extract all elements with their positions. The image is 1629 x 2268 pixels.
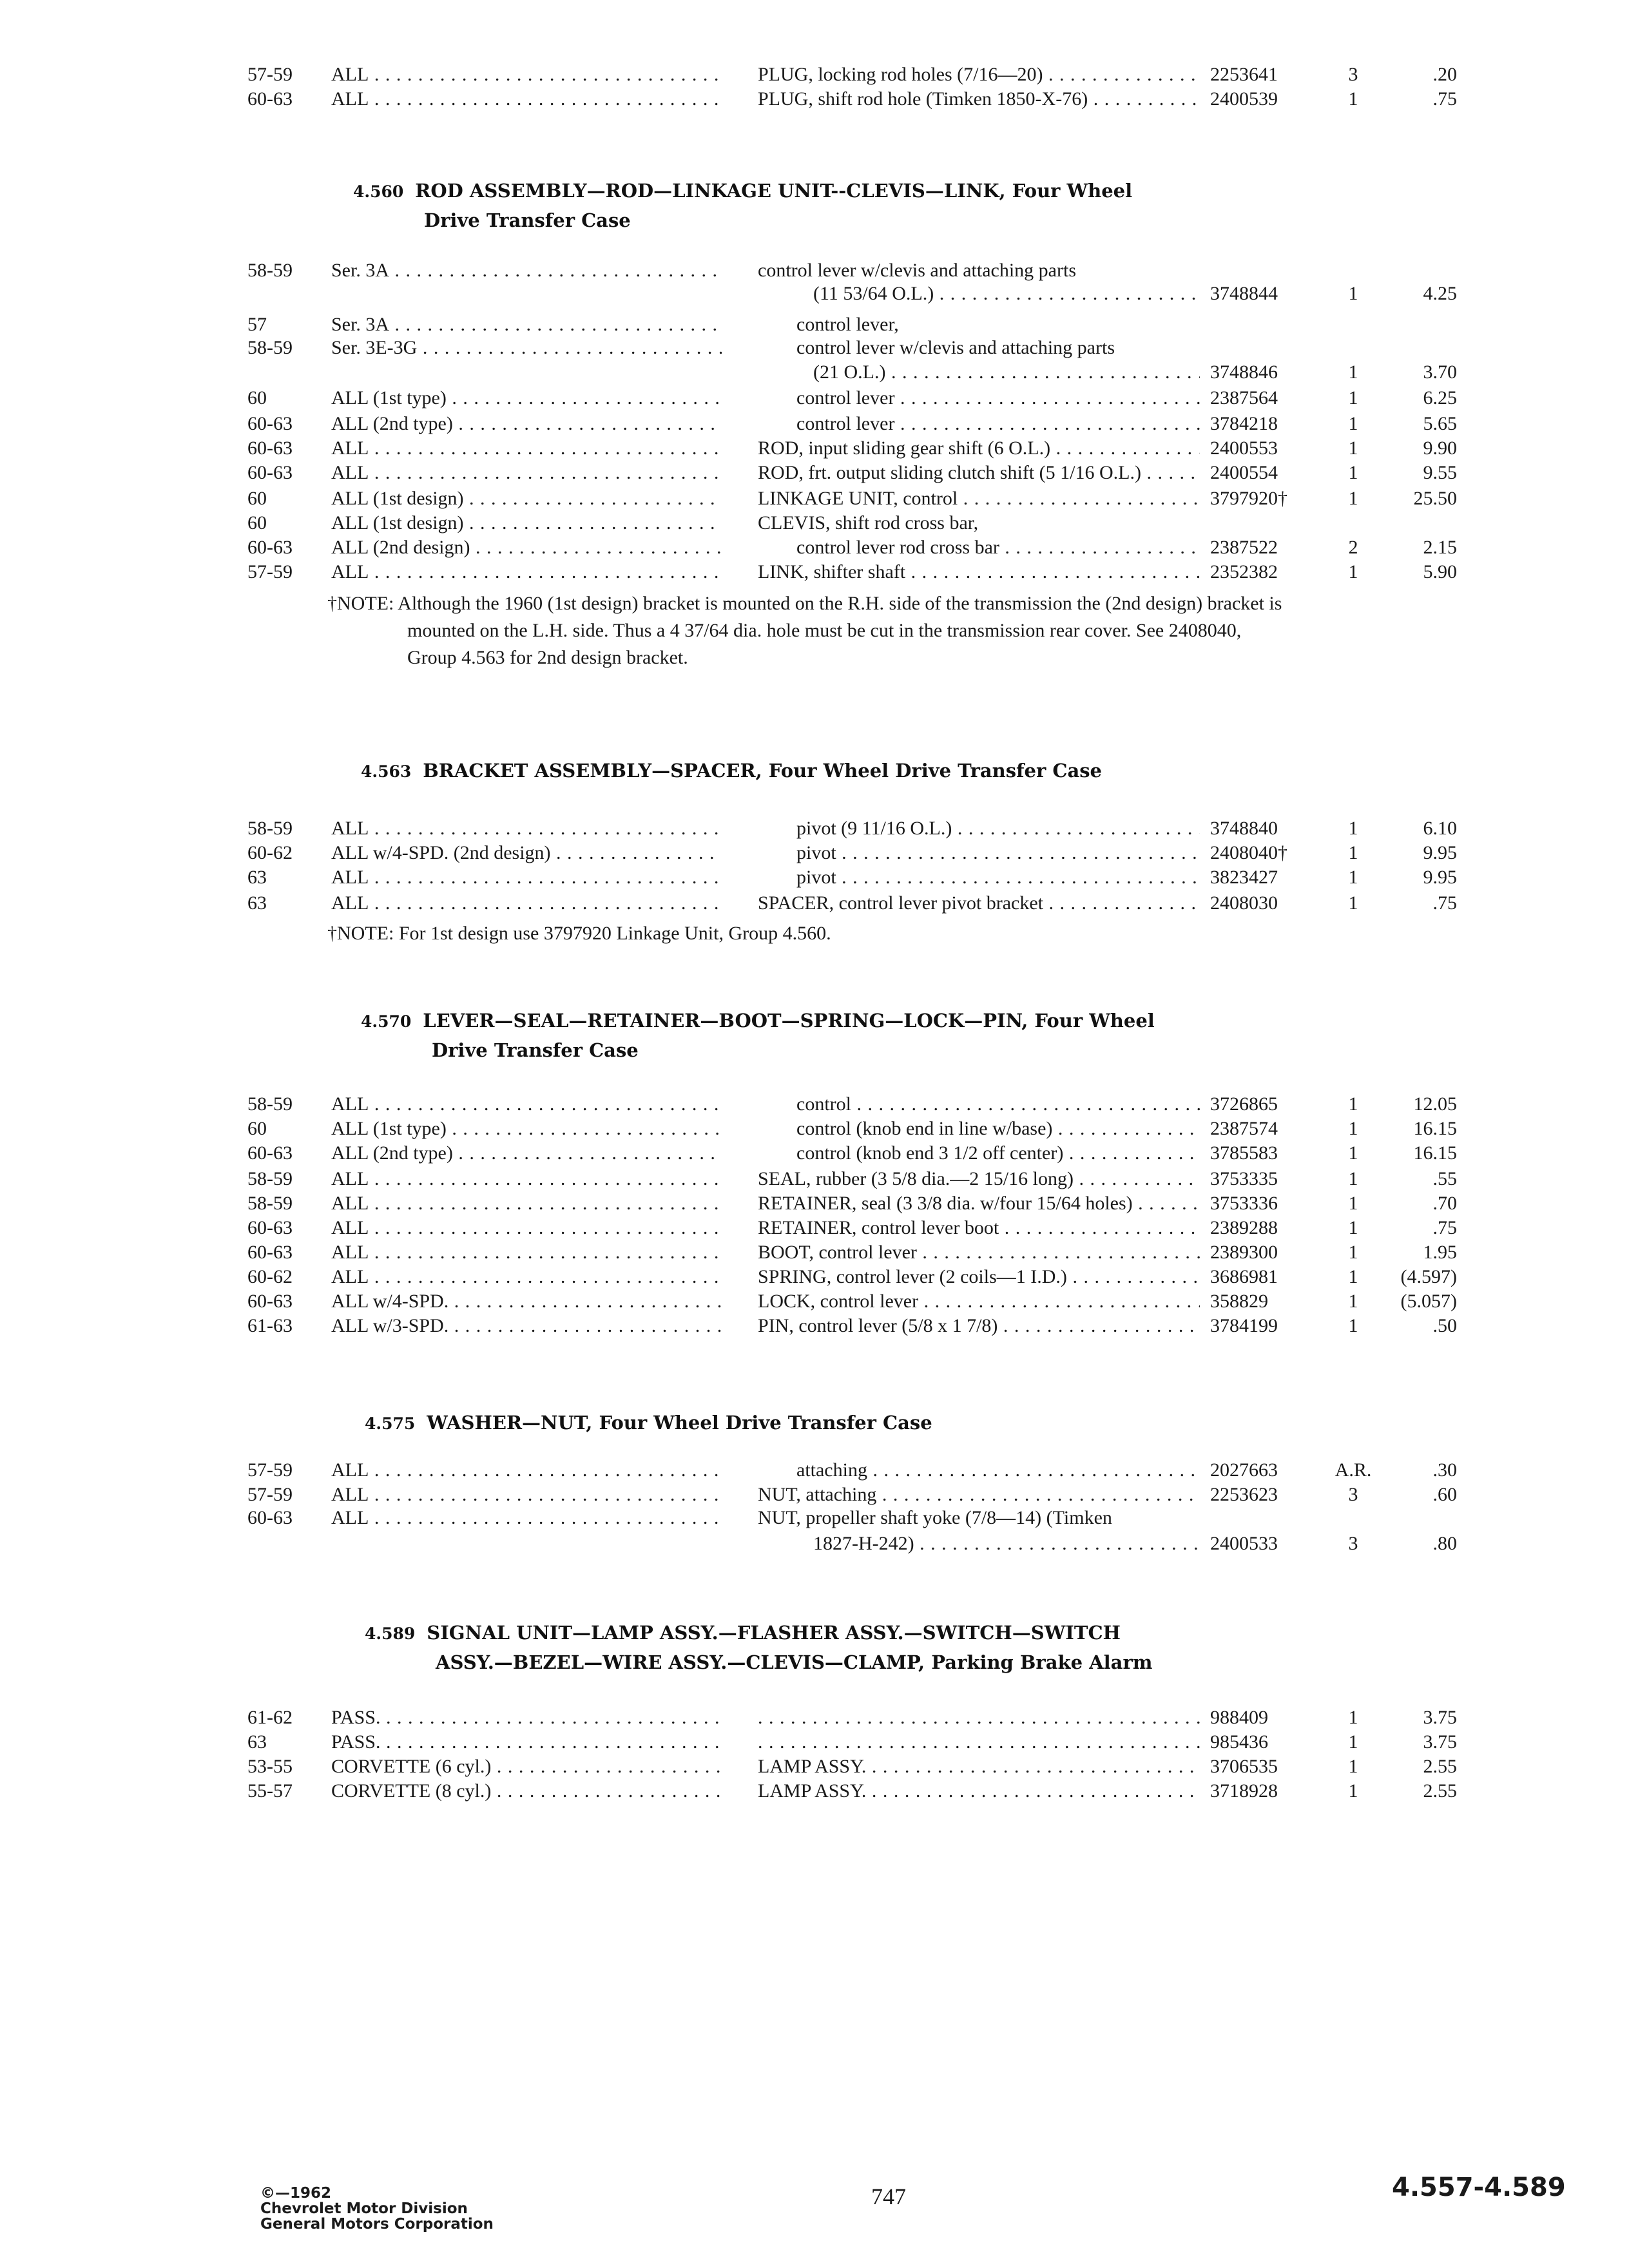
- model-cell: Ser. 3A . . .: [331, 312, 722, 338]
- section-number: 4.560: [353, 182, 404, 201]
- year-cell: 60: [247, 512, 267, 533]
- description-cell: [758, 1729, 1200, 1755]
- price-cell: (5.057): [1400, 1291, 1457, 1312]
- price-cell: 1.95: [1423, 1242, 1457, 1263]
- model-cell: ALL . . .: [331, 1091, 722, 1117]
- footer-publisher: [260, 2186, 494, 2232]
- section-heading: [361, 1006, 1155, 1064]
- part-number-cell: 3753336: [1210, 1193, 1278, 1214]
- quantity-cell: 3: [1348, 1484, 1358, 1505]
- corporation: General Motors Corporation: [260, 2216, 494, 2233]
- section-heading: [365, 1408, 932, 1438]
- description-cell: control (knob end in line w/base) . . .: [796, 1116, 1200, 1142]
- price-cell: 16.15: [1413, 1142, 1457, 1164]
- quantity-cell: 2: [1348, 537, 1358, 558]
- part-number-cell: 2400554: [1210, 462, 1278, 483]
- section-note: †NOTE: For 1st design use 3797920 Linkage Unit, Group 4.560.: [327, 923, 831, 944]
- part-number-cell: 2352382: [1210, 561, 1278, 582]
- year-cell: 60-63: [247, 537, 293, 558]
- model-cell: ALL (1st design) . . .: [331, 510, 722, 536]
- model-cell: ALL . . .: [331, 816, 722, 841]
- quantity-cell: 1: [1348, 462, 1358, 483]
- year-cell: 60-63: [247, 1291, 293, 1312]
- section-number: 4.575: [365, 1414, 416, 1433]
- part-number-cell: 3748846: [1210, 361, 1278, 383]
- price-cell: 9.55: [1423, 462, 1457, 483]
- price-cell: 3.75: [1423, 1731, 1457, 1753]
- description-cell: CLEVIS, shift rod cross bar,: [758, 512, 979, 533]
- description-cell: LAMP ASSY. . . .: [758, 1754, 1200, 1780]
- description-cell: pivot . . .: [796, 840, 1200, 866]
- year-cell: 57-59: [247, 561, 293, 582]
- part-number-cell: 2253623: [1210, 1484, 1278, 1505]
- description-cell: NUT, propeller shaft yoke (7/8—14) (Timken: [758, 1507, 1112, 1528]
- description-cell: RETAINER, seal (3 3/8 dia. w/four 15/64 holes) . . .: [758, 1191, 1200, 1216]
- year-cell: 60-63: [247, 462, 293, 483]
- price-cell: 5.65: [1423, 413, 1457, 434]
- price-cell: 6.25: [1423, 387, 1457, 408]
- description-cell: control (knob end 3 1/2 off center) . . .: [796, 1140, 1200, 1166]
- description-cell: LINKAGE UNIT, control . . .: [758, 486, 1200, 512]
- model-cell: ALL . . .: [331, 1240, 722, 1265]
- description-cell: SPRING, control lever (2 coils—1 I.D.) . . .: [758, 1264, 1200, 1290]
- price-cell: 3.75: [1423, 1707, 1457, 1728]
- price-cell: .30: [1432, 1459, 1457, 1481]
- model-cell: ALL . . .: [331, 86, 722, 112]
- part-number-cell: 2387522: [1210, 537, 1278, 558]
- part-number-cell: 2389288: [1210, 1217, 1278, 1238]
- model-cell: PASS. . . .: [331, 1705, 722, 1731]
- year-cell: 63: [247, 867, 267, 888]
- page-number: 747: [871, 2184, 906, 2209]
- price-cell: 2.55: [1423, 1780, 1457, 1802]
- section-subtitle: ASSY.—BEZEL—WIRE ASSY.—CLEVIS—CLAMP, Parking Brake Alarm: [436, 1651, 1153, 1673]
- year-cell: 60-63: [247, 1142, 293, 1164]
- model-cell: CORVETTE (6 cyl.) . . .: [331, 1754, 722, 1780]
- model-cell: Ser. 3E-3G . . .: [331, 335, 722, 361]
- year-cell: 58-59: [247, 1093, 293, 1115]
- price-cell: 16.15: [1413, 1118, 1457, 1139]
- quantity-cell: 1: [1348, 437, 1358, 459]
- model-cell: ALL . . .: [331, 460, 722, 486]
- model-cell: ALL . . .: [331, 62, 722, 88]
- year-cell: 58-59: [247, 260, 293, 281]
- year-cell: 55-57: [247, 1780, 293, 1802]
- part-number-cell: 2387564: [1210, 387, 1278, 408]
- model-cell: CORVETTE (8 cyl.) . . .: [331, 1778, 722, 1804]
- division: Chevrolet Motor Division: [260, 2200, 468, 2217]
- part-number-cell: 985436: [1210, 1731, 1268, 1753]
- model-cell: ALL . . .: [331, 1166, 722, 1192]
- part-number-cell: 3726865: [1210, 1093, 1278, 1115]
- model-cell: ALL (1st type) . . .: [331, 1116, 722, 1142]
- year-cell: 60-62: [247, 1266, 293, 1287]
- part-number-cell: 3748844: [1210, 283, 1278, 304]
- model-cell: ALL . . .: [331, 1457, 722, 1483]
- section-number: 4.563: [361, 762, 412, 781]
- price-cell: .60: [1432, 1484, 1457, 1505]
- section-title: LEVER—SEAL—RETAINER—BOOT—SPRING—LOCK—PIN, Four Wheel: [423, 1010, 1155, 1032]
- quantity-cell: 1: [1348, 842, 1358, 863]
- section-title: SIGNAL UNIT—LAMP ASSY.—FLASHER ASSY.—SWITCH—SWITCH: [427, 1622, 1121, 1644]
- model-cell: ALL (2nd design) . . .: [331, 535, 722, 561]
- section-number: 4.589: [365, 1624, 416, 1643]
- part-number-cell: 3785583: [1210, 1142, 1278, 1164]
- description-cell: BOOT, control lever . . .: [758, 1240, 1200, 1265]
- price-cell: 9.90: [1423, 437, 1457, 459]
- year-cell: 57-59: [247, 1484, 293, 1505]
- description-cell: (11 53/64 O.L.) . . .: [813, 281, 1200, 307]
- price-cell: 6.10: [1423, 818, 1457, 839]
- description-cell: control lever . . .: [796, 385, 1200, 411]
- description-cell: control lever w/clevis and attaching parts: [796, 337, 1115, 358]
- quantity-cell: 1: [1348, 1266, 1358, 1287]
- model-cell: ALL . . .: [331, 890, 722, 916]
- section-subtitle: Drive Transfer Case: [432, 1039, 639, 1061]
- description-cell: NUT, attaching . . .: [758, 1482, 1200, 1508]
- quantity-cell: 1: [1348, 1093, 1358, 1115]
- section-title: ROD ASSEMBLY—ROD—LINKAGE UNIT--CLEVIS—LINK, Four Wheel: [415, 180, 1133, 202]
- part-number-cell: 2400539: [1210, 88, 1278, 110]
- model-cell: ALL (2nd type) . . .: [331, 1140, 722, 1166]
- group-range: 4.557-4.589: [1392, 2173, 1566, 2202]
- description-cell: LINK, shifter shaft . . .: [758, 559, 1200, 585]
- price-cell: 25.50: [1413, 488, 1457, 509]
- quantity-cell: 1: [1348, 1291, 1358, 1312]
- description-cell: attaching . . .: [796, 1457, 1200, 1483]
- quantity-cell: 1: [1348, 1707, 1358, 1728]
- quantity-cell: A.R.: [1335, 1459, 1372, 1481]
- part-number-cell: 2400533: [1210, 1533, 1278, 1554]
- part-number-cell: 3686981: [1210, 1266, 1278, 1287]
- description-cell: ROD, frt. output sliding clutch shift (5 1/16 O.L.) . . .: [758, 460, 1200, 486]
- part-number-cell: 3784199: [1210, 1315, 1278, 1336]
- price-cell: .20: [1432, 64, 1457, 85]
- quantity-cell: 1: [1348, 488, 1358, 509]
- model-cell: ALL (1st type) . . .: [331, 385, 722, 411]
- quantity-cell: 1: [1348, 561, 1358, 582]
- section-note: †NOTE: Although the 1960 (1st design) bracket is mounted on the R.H. side of the transmission the (2nd design) bracket is mounted on the L.H. side. Thus a 4 37/64 dia. hole must be cut in the transmission rear cover. See 2408040, Group 4.563 for 2nd design bracket.: [327, 593, 1282, 668]
- year-cell: 58-59: [247, 337, 293, 358]
- price-cell: .55: [1432, 1168, 1457, 1189]
- description-cell: control lever . . .: [796, 411, 1200, 437]
- year-cell: 60-63: [247, 413, 293, 434]
- part-number-cell: 2400553: [1210, 437, 1278, 459]
- description-cell: ROD, input sliding gear shift (6 O.L.) . . .: [758, 436, 1200, 461]
- description-cell: (21 O.L.) . . .: [813, 360, 1200, 385]
- quantity-cell: 1: [1348, 892, 1358, 914]
- quantity-cell: 1: [1348, 1242, 1358, 1263]
- part-number-cell: 3718928: [1210, 1780, 1278, 1802]
- quantity-cell: 1: [1348, 1168, 1358, 1189]
- description-cell: RETAINER, control lever boot . . .: [758, 1215, 1200, 1241]
- description-cell: PLUG, shift rod hole (Timken 1850-X-76) . . .: [758, 86, 1200, 112]
- year-cell: 57: [247, 314, 267, 335]
- section-title: WASHER—NUT, Four Wheel Drive Transfer Case: [427, 1412, 932, 1434]
- description-cell: SPACER, control lever pivot bracket . . .: [758, 890, 1200, 916]
- model-cell: ALL w/3-SPD. . . .: [331, 1313, 722, 1339]
- quantity-cell: 1: [1348, 1217, 1358, 1238]
- price-cell: 4.25: [1423, 283, 1457, 304]
- year-cell: 60: [247, 488, 267, 509]
- price-cell: .75: [1432, 1217, 1457, 1238]
- section-heading: [365, 1619, 1152, 1677]
- description-cell: PLUG, locking rod holes (7/16—20) . . .: [758, 62, 1200, 88]
- year-cell: 58-59: [247, 1168, 293, 1189]
- description-cell: control lever rod cross bar . . .: [796, 535, 1200, 561]
- part-number-cell: 2253641: [1210, 64, 1278, 85]
- year-cell: 58-59: [247, 818, 293, 839]
- quantity-cell: 1: [1348, 1118, 1358, 1139]
- description-cell: control lever w/clevis and attaching parts: [758, 260, 1076, 281]
- part-number-cell: 2389300: [1210, 1242, 1278, 1263]
- year-cell: 63: [247, 892, 267, 914]
- part-number-cell: 3784218: [1210, 413, 1278, 434]
- model-cell: ALL . . .: [331, 1215, 722, 1241]
- description-cell: LAMP ASSY. . . .: [758, 1778, 1200, 1804]
- price-cell: 12.05: [1413, 1093, 1457, 1115]
- year-cell: 60: [247, 1118, 267, 1139]
- description-cell: PIN, control lever (5/8 x 1 7/8) . . .: [758, 1313, 1200, 1339]
- description-cell: control . . .: [796, 1091, 1200, 1117]
- year-cell: 57-59: [247, 64, 293, 85]
- part-number-cell: 3753335: [1210, 1168, 1278, 1189]
- quantity-cell: 1: [1348, 867, 1358, 888]
- model-cell: ALL . . .: [331, 1191, 722, 1216]
- price-cell: 9.95: [1423, 867, 1457, 888]
- quantity-cell: 1: [1348, 413, 1358, 434]
- model-cell: ALL (1st design) . . .: [331, 486, 722, 512]
- price-cell: 2.55: [1423, 1756, 1457, 1777]
- year-cell: 53-55: [247, 1756, 293, 1777]
- description-cell: control lever,: [796, 314, 899, 335]
- part-number-cell: 2027663: [1210, 1459, 1278, 1481]
- price-cell: (4.597): [1400, 1266, 1457, 1287]
- quantity-cell: 3: [1348, 1533, 1358, 1554]
- part-number-cell: 2408040†: [1210, 842, 1287, 863]
- model-cell: ALL . . .: [331, 1482, 722, 1508]
- year-cell: 60-63: [247, 1242, 293, 1263]
- year-cell: 60-63: [247, 1217, 293, 1238]
- year-cell: 60: [247, 387, 267, 408]
- year-cell: 60-63: [247, 1507, 293, 1528]
- price-cell: .70: [1432, 1193, 1457, 1214]
- quantity-cell: 1: [1348, 1731, 1358, 1753]
- part-number-cell: 3706535: [1210, 1756, 1278, 1777]
- part-number-cell: 988409: [1210, 1707, 1268, 1728]
- description-cell: pivot (9 11/16 O.L.) . . .: [796, 816, 1200, 841]
- year-cell: 57-59: [247, 1459, 293, 1481]
- section-heading: [353, 177, 1132, 235]
- price-cell: .75: [1432, 88, 1457, 110]
- quantity-cell: 3: [1348, 64, 1358, 85]
- quantity-cell: 1: [1348, 1756, 1358, 1777]
- price-cell: 5.90: [1423, 561, 1457, 582]
- quantity-cell: 1: [1348, 283, 1358, 304]
- quantity-cell: 1: [1348, 361, 1358, 383]
- section-subtitle: Drive Transfer Case: [424, 209, 631, 231]
- model-cell: ALL . . .: [331, 1264, 722, 1290]
- quantity-cell: 1: [1348, 818, 1358, 839]
- year-cell: 61-63: [247, 1315, 293, 1336]
- description-cell: LOCK, control lever . . .: [758, 1289, 1200, 1314]
- section-heading: [361, 756, 1102, 786]
- part-number-cell: 2387574: [1210, 1118, 1278, 1139]
- description-cell: [758, 1705, 1200, 1731]
- description-cell: 1827-H-242) . . .: [813, 1531, 1200, 1557]
- year-cell: 61-62: [247, 1707, 293, 1728]
- description-cell: SEAL, rubber (3 5/8 dia.—2 15/16 long) . . .: [758, 1166, 1200, 1192]
- description-cell: pivot . . .: [796, 865, 1200, 890]
- model-cell: ALL w/4-SPD. . . .: [331, 1289, 722, 1314]
- section-title: BRACKET ASSEMBLY—SPACER, Four Wheel Drive Transfer Case: [423, 760, 1103, 782]
- year-cell: 63: [247, 1731, 267, 1753]
- model-cell: ALL . . .: [331, 1505, 722, 1531]
- year-cell: 60-63: [247, 437, 293, 459]
- model-cell: ALL w/4-SPD. (2nd design) . . .: [331, 840, 722, 866]
- price-cell: 2.15: [1423, 537, 1457, 558]
- year-cell: 60-63: [247, 88, 293, 110]
- quantity-cell: 1: [1348, 1780, 1358, 1802]
- model-cell: PASS. . . .: [331, 1729, 722, 1755]
- price-cell: .80: [1432, 1533, 1457, 1554]
- quantity-cell: 1: [1348, 88, 1358, 110]
- quantity-cell: 1: [1348, 1315, 1358, 1336]
- price-cell: 9.95: [1423, 842, 1457, 863]
- quantity-cell: 1: [1348, 1193, 1358, 1214]
- copyright: ©—1962: [260, 2185, 332, 2202]
- model-cell: Ser. 3A . . .: [331, 258, 722, 284]
- price-cell: .75: [1432, 892, 1457, 914]
- model-cell: ALL (2nd type) . . .: [331, 411, 722, 437]
- quantity-cell: 1: [1348, 387, 1358, 408]
- part-number-cell: 3748840: [1210, 818, 1278, 839]
- model-cell: ALL . . .: [331, 436, 722, 461]
- section-number: 4.570: [361, 1012, 412, 1031]
- part-number-cell: 358829: [1210, 1291, 1268, 1312]
- model-cell: ALL . . .: [331, 865, 722, 890]
- part-number-cell: 3797920†: [1210, 488, 1287, 509]
- year-cell: 58-59: [247, 1193, 293, 1214]
- price-cell: 3.70: [1423, 361, 1457, 383]
- model-cell: ALL . . .: [331, 559, 722, 585]
- part-number-cell: 2408030: [1210, 892, 1278, 914]
- part-number-cell: 3823427: [1210, 867, 1278, 888]
- quantity-cell: 1: [1348, 1142, 1358, 1164]
- price-cell: .50: [1432, 1315, 1457, 1336]
- year-cell: 60-62: [247, 842, 293, 863]
